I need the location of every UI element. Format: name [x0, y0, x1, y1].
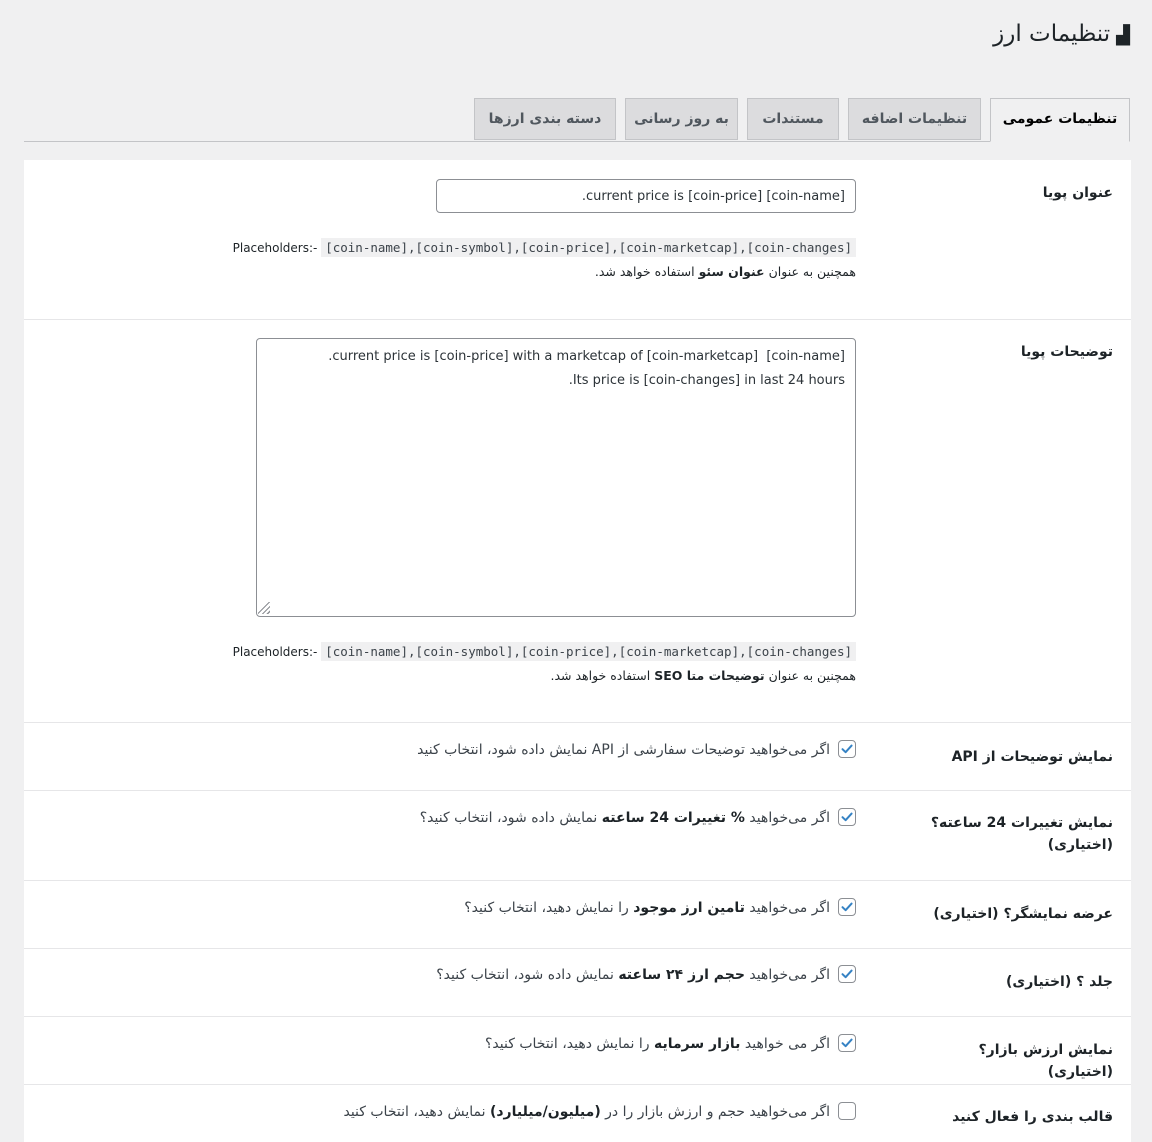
- tab-general[interactable]: تنظیمات عمومی: [990, 98, 1130, 142]
- option-line: [464, 898, 856, 918]
- chart-icon: ▟: [1116, 25, 1130, 46]
- option-text-after: نمایش دهید، انتخاب کنید: [343, 1104, 486, 1120]
- help-text-before: همچنین به عنوان: [768, 668, 856, 683]
- option-text-bold: (میلیون/میلیارد): [489, 1104, 601, 1120]
- resize-handle-icon[interactable]: [258, 602, 270, 614]
- dynamic-title-placeholders: [233, 238, 856, 258]
- tab-extra-settings[interactable]: تنظیمات اضافه: [848, 98, 981, 140]
- help-text-bold: توضیحات متا SEO: [654, 668, 765, 683]
- dynamic-title-help: [595, 262, 856, 282]
- option-text-before: اگر می‌خواهید توضیحات سفارشی از API نمایش داده شود، انتخاب کنید: [417, 742, 830, 758]
- dynamic-title-label: عنوان پویا: [1042, 185, 1113, 201]
- option-text-after: را نمایش دهید، انتخاب کنید؟: [484, 1036, 650, 1052]
- placeholders-prefix: Placeholders:-: [232, 645, 318, 659]
- option-label: عرضه نمایشگر؟ (اختیاری): [933, 906, 1113, 922]
- page-title-text: تنظیمات ارز: [993, 21, 1111, 47]
- checkmark-icon: [840, 967, 854, 981]
- dynamic-description-help: [550, 666, 856, 686]
- option-text-bold: تامین ارز موجود: [633, 900, 745, 916]
- row-option-api-description: [24, 723, 1131, 791]
- help-text-after: استفاده خواهد شد.: [594, 264, 695, 279]
- help-text-bold: عنوان سئو: [698, 264, 765, 279]
- option-text-before: اگر می‌خواهید حجم و ارزش بازار را در: [605, 1104, 830, 1120]
- row-option-formatting: [24, 1085, 1131, 1142]
- row-option-24h-change: [24, 791, 1131, 881]
- option-label: جلد ؟ (اختیاری): [1005, 974, 1113, 990]
- tab-bar: [24, 97, 1130, 142]
- row-dynamic-title: [24, 160, 1131, 320]
- row-option-marketcap: [24, 1017, 1131, 1085]
- dynamic-title-input[interactable]: [436, 179, 856, 213]
- row-option-volume: [24, 949, 1131, 1017]
- option-checkbox[interactable]: [838, 808, 856, 826]
- dynamic-description-label: توضیحات پویا: [1020, 344, 1113, 360]
- option-text-bold: حجم ارز ۲۴ ساعته: [618, 967, 745, 983]
- option-line: [420, 808, 856, 828]
- help-text-before: همچنین به عنوان: [768, 264, 856, 279]
- placeholders-prefix: Placeholders:-: [232, 241, 318, 255]
- option-text-bold: بازار سرمایه: [653, 1036, 741, 1052]
- tab-updates[interactable]: به روز رسانی: [625, 98, 738, 140]
- option-text-bold: % تغییرات 24 ساعته: [601, 810, 745, 826]
- option-label: قالب بندی را فعال کنید: [952, 1109, 1113, 1125]
- checkmark-icon: [840, 810, 854, 824]
- tab-coin-categories[interactable]: دسته بندی ارزها: [474, 98, 616, 140]
- settings-panel: [24, 160, 1131, 1142]
- option-checkbox[interactable]: [838, 1034, 856, 1052]
- option-checkbox[interactable]: [838, 965, 856, 983]
- checkmark-icon: [840, 900, 854, 914]
- placeholders-code: [coin-name],[coin-symbol],[coin-price],[coin-marketcap],[coin-changes]: [321, 238, 856, 257]
- option-label: نمایش توضیحات از API: [951, 749, 1113, 765]
- option-text-before: اگر می‌خواهید: [749, 900, 830, 916]
- page-title: [993, 18, 1130, 52]
- option-line: [436, 965, 856, 985]
- option-text-before: اگر می‌خواهید: [749, 967, 830, 983]
- checkmark-icon: [840, 742, 854, 756]
- option-line: [417, 740, 856, 760]
- option-line: [343, 1102, 856, 1122]
- placeholders-code: [coin-name],[coin-symbol],[coin-price],[coin-marketcap],[coin-changes]: [321, 642, 856, 661]
- option-checkbox[interactable]: [838, 1102, 856, 1120]
- option-text-before: اگر می خواهید: [744, 1036, 830, 1052]
- option-checkbox[interactable]: [838, 898, 856, 916]
- checkmark-icon: [840, 1036, 854, 1050]
- option-text-after: نمایش داده شود، انتخاب کنید؟: [419, 810, 598, 826]
- option-text-before: اگر می‌خواهید: [749, 810, 830, 826]
- option-label: نمایش تغییرات 24 ساعته؟ (اختیاری): [930, 815, 1113, 853]
- help-text-after: استفاده خواهد شد.: [550, 668, 651, 683]
- option-line: [485, 1034, 856, 1054]
- dynamic-description-placeholders: [233, 642, 856, 662]
- dynamic-description-textarea[interactable]: [256, 338, 856, 617]
- option-checkbox[interactable]: [838, 740, 856, 758]
- row-option-supply: [24, 881, 1131, 949]
- tab-documentation[interactable]: مستندات: [747, 98, 839, 140]
- option-label: نمایش ارزش بازار؟ (اختیاری): [978, 1042, 1113, 1080]
- option-text-after: نمایش داده شود، انتخاب کنید؟: [436, 967, 614, 983]
- row-dynamic-description: [24, 320, 1131, 723]
- option-text-after: را نمایش دهید، انتخاب کنید؟: [464, 900, 629, 916]
